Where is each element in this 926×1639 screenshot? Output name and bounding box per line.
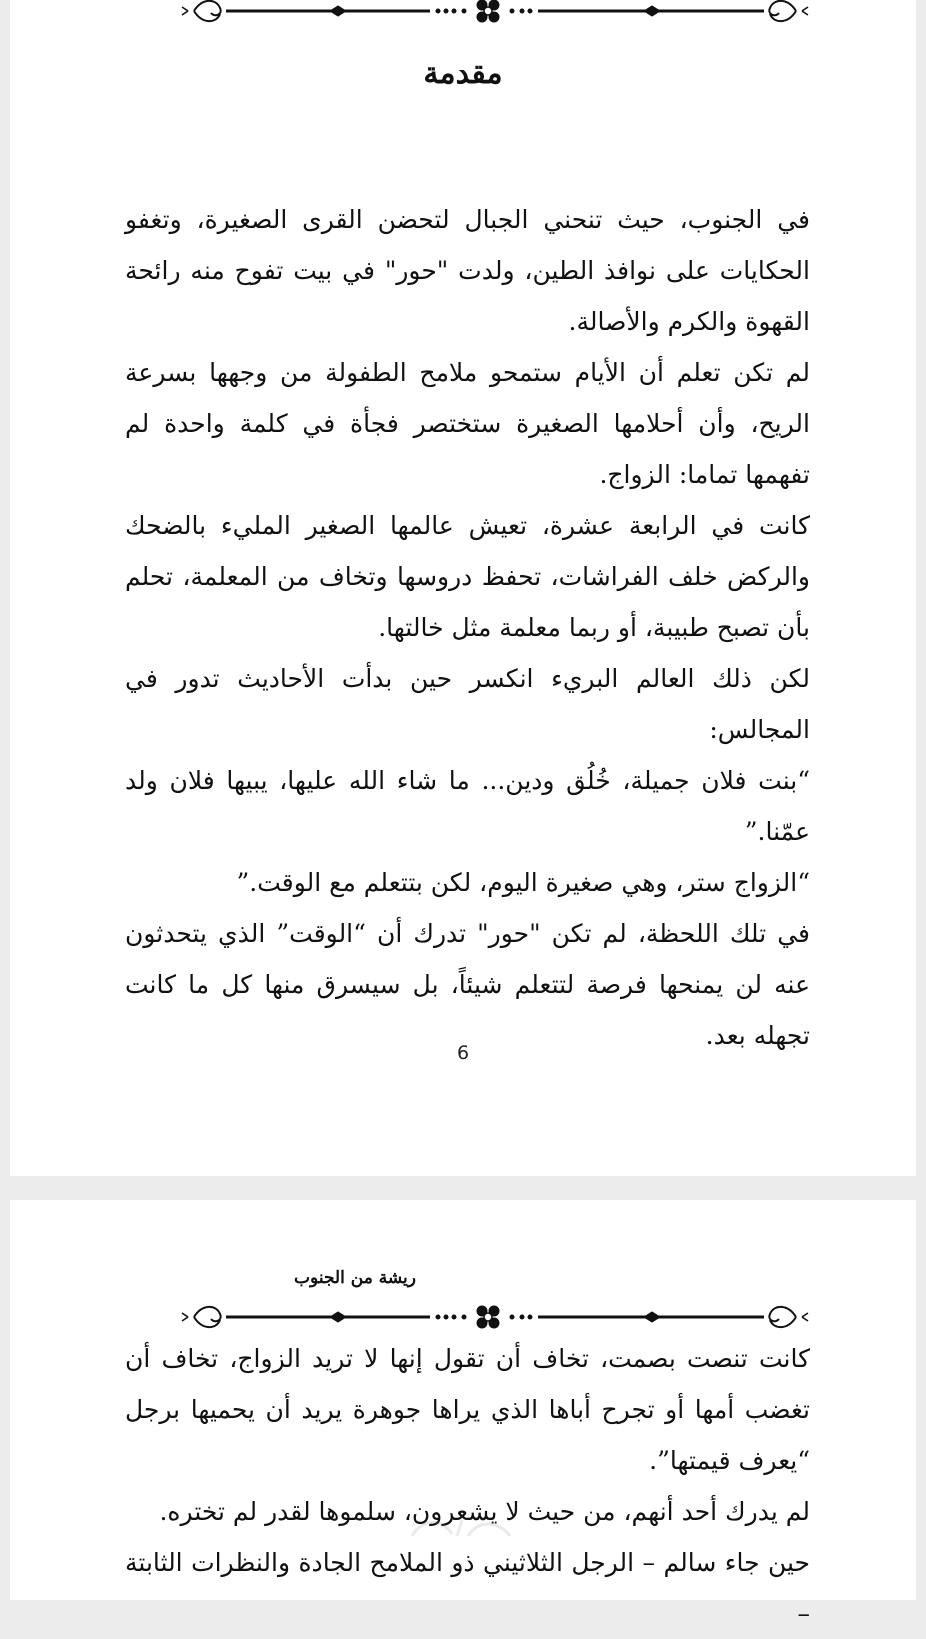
paragraph: حين جاء سالم – الرجل الثلاثيني ذو الملامح الجادة والنظرات الثابتة – [125,1548,810,1628]
body-text [125,194,810,1061]
body-text [125,1333,810,1639]
paragraph: “بنت فلان جميلة، خُلُق ودين... ما شاء الله عليها، يبيها فلان ولد عمّنا.” [125,766,810,846]
running-header: ريشة من الجنوب [294,1268,416,1288]
paragraph: في الجنوب، حيث تنحني الجبال لتحضن القرى الصغيرة، وتغفو الحكايات على نوافذ الطين، ولدت "حور" في بيت تفوح منه رائحة القهوة والكرم والأصالة. [125,205,810,336]
paragraph: كانت تنصت بصمت، تخاف أن تقول إنها لا تريد الزواج، تخاف أن تغضب أمها أو تجرح أباها الذي يراها جوهرة يريد أن يحميها برجل “يعرف قيمتها”. [125,1344,810,1475]
decorative-divider-icon [180,1300,810,1334]
paragraph: لم يدرك أحد أنهم، من حيث لا يشعرون، سلموها لقدر لم تختره. [159,1497,810,1526]
paragraph: كانت في الرابعة عشرة، تعيش عالمها الصغير المليء بالضحك والركض خلف الفراشات، تحفظ دروسها وتخاف من المعلمة، تحلم بأن تصبح طبيبة، أو ربما معلمة مثل خالتها. [125,511,810,642]
paragraph: “الزواج ستر، وهي صغيرة اليوم، لكن بتتعلم مع الوقت.” [236,868,810,897]
paragraph: لكن ذلك العالم البريء انكسر حين بدأت الأحاديث تدور في المجالس: [125,664,810,744]
book-page-6 [10,0,916,1176]
paragraph: في تلك اللحظة، لم تكن "حور" تدرك أن “الوقت” الذي يتحدثون عنه لن يمنحها فرصة لتتعلم شيئاً، بل سيسرق منها كل ما كانت تجهله بعد. [125,919,810,1050]
chapter-title: مقدمة [423,56,503,91]
book-page-7 [10,1200,916,1628]
paragraph: لم تكن تعلم أن الأيام ستمحو ملامح الطفولة من وجهها بسرعة الريح، وأن أحلامها الصغيرة ستختصر فجأة في كلمة واحدة لم تفهمها تماما: الزواج. [125,358,810,489]
watermark-logo-icon [402,1508,522,1548]
decorative-divider-icon [180,0,810,28]
page-number: 6 [456,1042,470,1064]
